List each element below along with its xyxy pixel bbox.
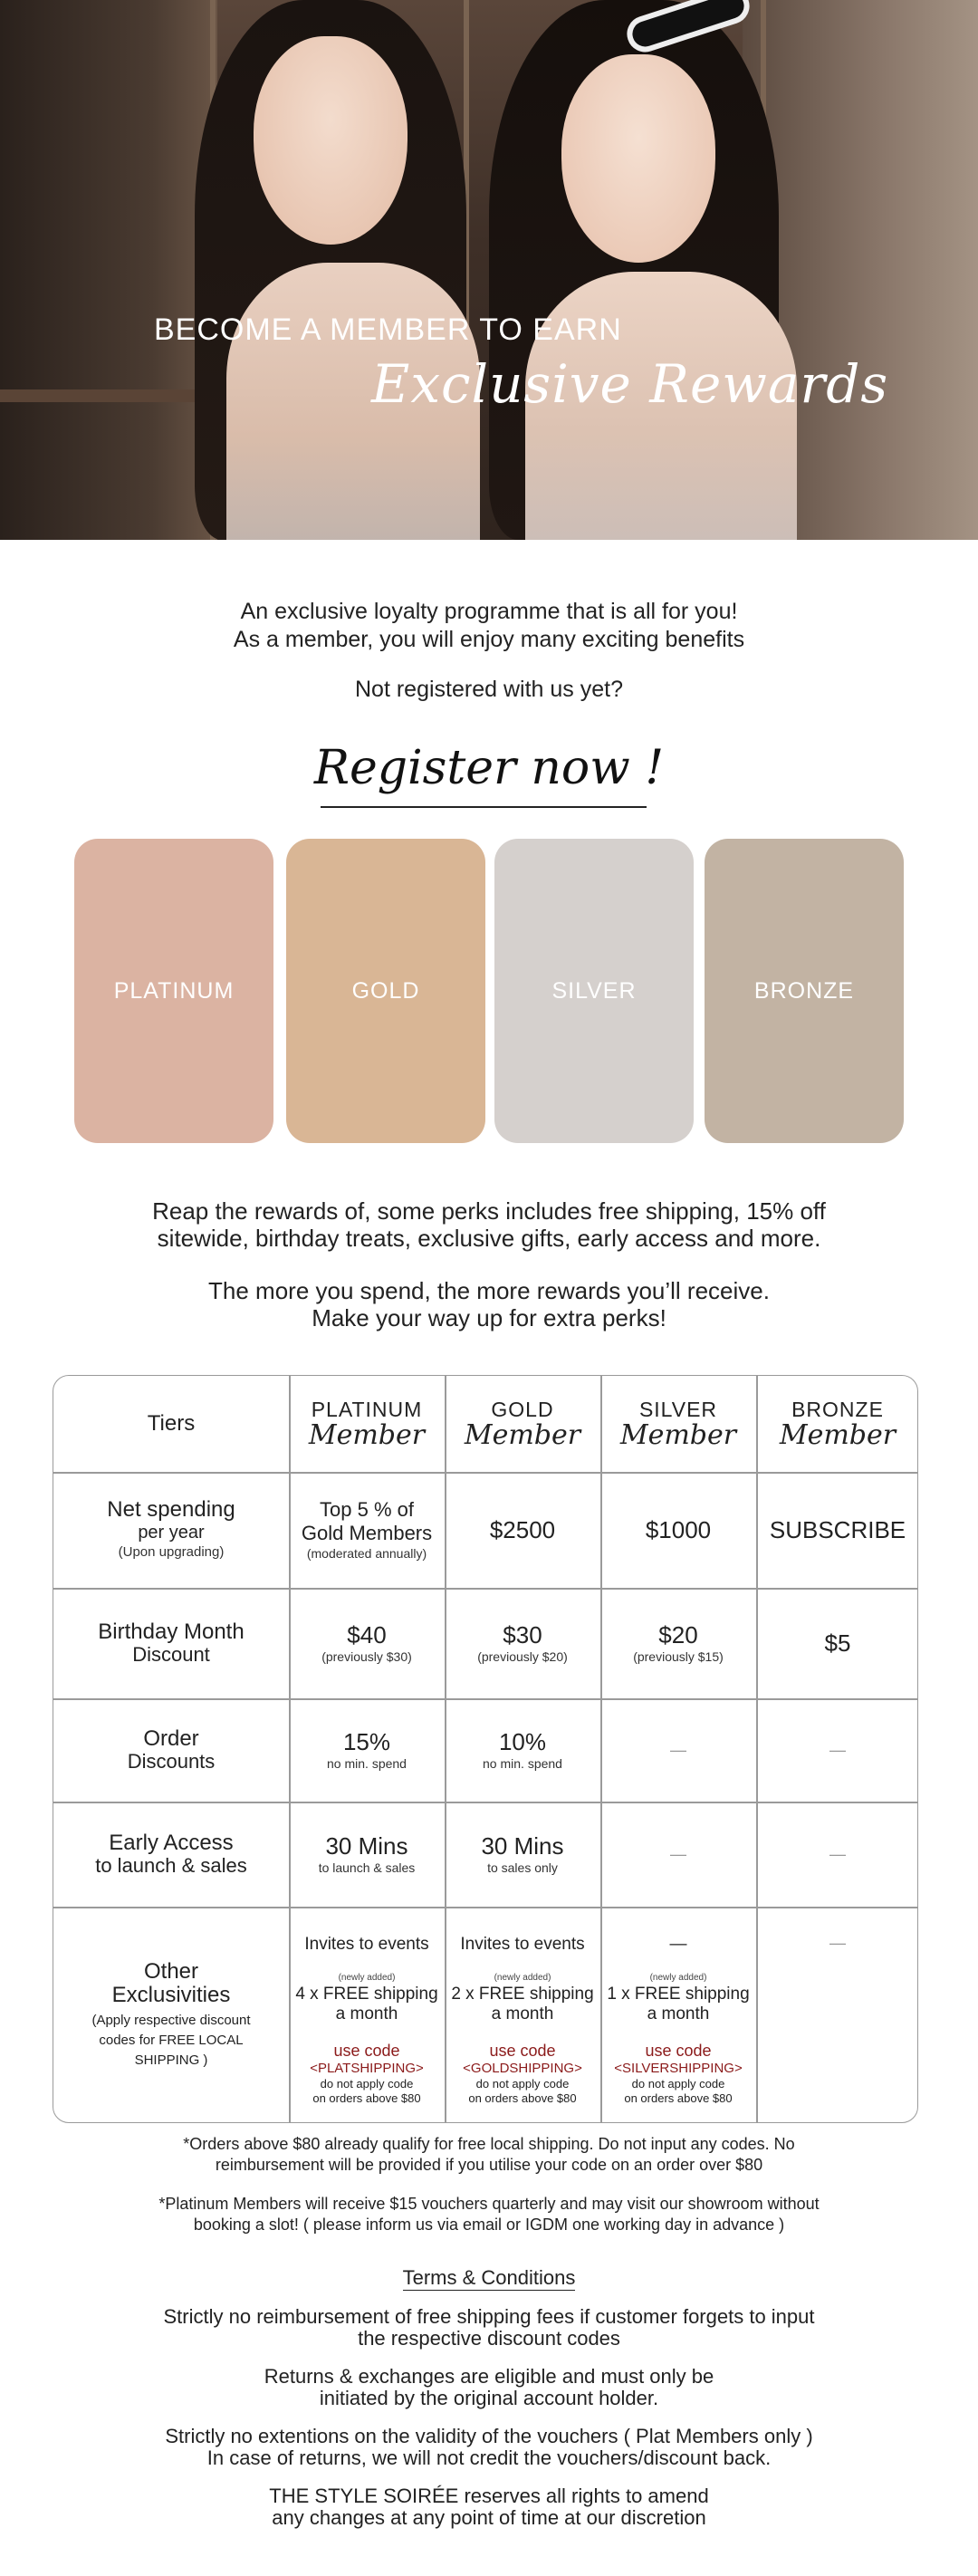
tier-card-silver[interactable] (494, 839, 694, 1143)
footnote-platinum (0, 2194, 978, 2235)
term-line: Strictly no extentions on the validity of the vouchers ( Plat Members only ) (165, 2425, 813, 2447)
cell-note: (newly added) (649, 1973, 707, 1983)
discount-code-label: use code (333, 2042, 400, 2060)
cell-value: 2 x FREE shipping (451, 1985, 594, 2004)
tiers-label: Tiers (147, 1411, 196, 1436)
row-label-early-access (53, 1802, 289, 1907)
row-label-other-exclusivities (53, 1907, 289, 2123)
early-silver (600, 1802, 756, 1907)
member-script: Member (464, 1419, 581, 1451)
cell-note: (moderated annually) (306, 1546, 427, 1561)
cell-note: (previously $20) (477, 1649, 568, 1664)
cell-note: no min. spend (483, 1756, 562, 1771)
term-line: In case of returns, we will not credit the vouchers/discount back. (206, 2446, 772, 2469)
tier-card-label: PLATINUM (113, 977, 235, 1004)
tier-name: BRONZE (791, 1398, 884, 1421)
early-bronze (756, 1802, 918, 1907)
order-platinum (289, 1698, 445, 1802)
cell-note: (newly added) (494, 1973, 551, 1983)
early-gold (445, 1802, 600, 1907)
tier-card-label: GOLD (351, 977, 420, 1004)
membership-tiers-table (53, 1375, 918, 2123)
net-spending-silver (600, 1472, 756, 1588)
term-item (0, 2426, 978, 2469)
row-label-net-spending (53, 1472, 289, 1588)
empty-dash: — (669, 1935, 687, 1954)
order-gold (445, 1698, 600, 1802)
hero-banner (0, 0, 978, 540)
cell-value: $30 (503, 1621, 542, 1648)
rewards-line: Make your way up for extra perks! (312, 1304, 666, 1331)
rewards-line: sitewide, birthday treats, exclusive gifts, early access and more. (157, 1225, 821, 1252)
discount-code-label: use code (489, 2042, 556, 2060)
member-script: Member (619, 1419, 737, 1451)
cell-note: (previously $15) (633, 1649, 724, 1664)
cell-value: $5 (824, 1629, 851, 1657)
rewards-description (0, 1197, 978, 1331)
register-now-label: Register now ! (313, 741, 665, 795)
cell-note: do not apply code (475, 2077, 570, 2091)
cell-value: 1 x FREE shipping (607, 1985, 750, 2004)
row-label-birthday (53, 1588, 289, 1698)
row-label-sub: Discount (132, 1643, 210, 1666)
tier-card-gold[interactable] (286, 839, 485, 1143)
term-line: the respective discount codes (358, 2327, 620, 2350)
cell-value: 4 x FREE shipping (295, 1985, 438, 2004)
cell-note: on orders above $80 (624, 2091, 733, 2105)
footnote-line: *Orders above $80 already qualify for free local shipping. Do not input any codes. No (183, 2135, 795, 2153)
terms-title: Terms & Conditions (402, 2266, 576, 2289)
row-label-sub: to launch & sales (95, 1854, 247, 1877)
model-left-face (254, 36, 408, 245)
table-header-platinum (289, 1376, 445, 1472)
birthday-silver (600, 1588, 756, 1698)
table-header-gold (445, 1376, 600, 1472)
other-silver (600, 1907, 756, 2123)
member-script: Member (308, 1419, 426, 1451)
empty-dash: — (670, 1844, 686, 1863)
row-label-note: (Upon upgrading) (118, 1544, 225, 1560)
cell-value: 30 Mins (481, 1832, 564, 1860)
birthday-gold (445, 1588, 600, 1698)
net-spending-bronze (756, 1472, 918, 1588)
cell-note: do not apply code (631, 2077, 725, 2091)
hero-mirror-bg (0, 0, 217, 540)
empty-dash: — (829, 1934, 846, 1952)
row-label-sub: Discounts (127, 1750, 216, 1773)
cell-value: Invites to events (304, 1935, 429, 1954)
hero-title: BECOME A MEMBER TO EARN (154, 312, 622, 347)
order-bronze (756, 1698, 918, 1802)
term-item (0, 2485, 978, 2529)
row-label-note: codes for FREE LOCAL (99, 2033, 244, 2048)
register-underline (321, 806, 647, 808)
cell-value: a month (335, 2004, 398, 2023)
table-header-silver (600, 1376, 756, 1472)
footnote-line: reimbursement will be provided if you utilise your code on an order over $80 (215, 2156, 763, 2174)
cell-value: $2500 (489, 1516, 556, 1543)
empty-dash: — (829, 1844, 846, 1863)
intro-line: An exclusive loyalty programme that is all for you! (240, 599, 738, 624)
row-label-main: Birthday Month (98, 1620, 244, 1644)
cell-note: to launch & sales (318, 1860, 416, 1875)
row-label-note: (Apply respective discount (91, 2013, 251, 2028)
cell-value: a month (491, 2004, 554, 2023)
cell-value: Invites to events (460, 1935, 585, 1954)
term-line: initiated by the original account holder. (319, 2387, 659, 2409)
cell-note: (newly added) (338, 1973, 396, 1983)
row-label-note: SHIPPING ) (134, 2052, 208, 2068)
register-now-link[interactable] (308, 741, 670, 813)
term-line: Strictly no reimbursement of free shipping fees if customer forgets to input (163, 2305, 815, 2328)
tier-name: GOLD (491, 1398, 554, 1421)
tier-card-bronze[interactable] (705, 839, 904, 1143)
other-bronze (756, 1907, 918, 2123)
tier-card-platinum[interactable] (74, 839, 273, 1143)
intro-text (0, 598, 978, 704)
row-label-main: Order (143, 1726, 199, 1751)
row-label-sub: Exclusivities (111, 1983, 231, 2007)
empty-dash: — (670, 1740, 686, 1759)
term-line: THE STYLE SOIRÉE reserves all rights to amend (269, 2485, 709, 2507)
cell-value: SUBSCRIBE (769, 1516, 906, 1543)
early-platinum (289, 1802, 445, 1907)
tier-name: PLATINUM (311, 1398, 423, 1421)
discount-code: <PLATSHIPPING> (310, 2061, 424, 2076)
cell-note: (previously $30) (321, 1649, 412, 1664)
term-line: any changes at any point of time at our discretion (272, 2506, 706, 2529)
row-label-main: Early Access (109, 1831, 234, 1855)
other-gold (445, 1907, 600, 2123)
birthday-bronze (756, 1588, 918, 1698)
discount-code-label: use code (645, 2042, 712, 2060)
terms-conditions-heading (0, 2266, 978, 2290)
cell-value: 10% (498, 1728, 547, 1755)
cell-note: on orders above $80 (468, 2091, 577, 2105)
term-line: Returns & exchanges are eligible and must only be (264, 2365, 714, 2388)
cell-note: to sales only (487, 1860, 558, 1875)
order-silver (600, 1698, 756, 1802)
cell-note: on orders above $80 (312, 2091, 421, 2105)
table-header-bronze (756, 1376, 918, 1472)
hero-script-title: Exclusive Rewards (371, 353, 889, 415)
cell-value: 30 Mins (325, 1832, 408, 1860)
empty-dash: — (829, 1740, 846, 1759)
footnote-shipping (0, 2134, 978, 2176)
cell-value: Gold Members (301, 1522, 433, 1544)
term-item (0, 2306, 978, 2350)
table-header-tiers (53, 1376, 289, 1472)
row-label-main: Other (143, 1959, 199, 1984)
discount-code: <GOLDSHIPPING> (463, 2061, 582, 2076)
discount-code: <SILVERSHIPPING> (614, 2061, 743, 2076)
tier-card-label: SILVER (551, 977, 637, 1004)
tier-card-label: BRONZE (753, 977, 855, 1004)
rewards-line: The more you spend, the more rewards you’ll receive. (208, 1277, 770, 1304)
model-right-face (561, 54, 715, 263)
member-script: Member (779, 1419, 896, 1451)
row-label-sub: per year (138, 1523, 205, 1543)
cell-value: 15% (342, 1728, 391, 1755)
term-item (0, 2366, 978, 2409)
cell-value: $40 (347, 1621, 387, 1648)
net-spending-platinum (289, 1472, 445, 1588)
cell-value: Top 5 % of (320, 1498, 414, 1521)
cell-value: a month (647, 2004, 710, 2023)
other-platinum (289, 1907, 445, 2123)
intro-question: Not registered with us yet? (355, 677, 623, 702)
tier-name: SILVER (638, 1398, 718, 1421)
cell-note: no min. spend (327, 1756, 407, 1771)
footnote-line: booking a slot! ( please inform us via email or IGDM one working day in advance ) (193, 2216, 785, 2234)
footnote-line: *Platinum Members will receive $15 vouchers quarterly and may visit our showroom without (158, 2195, 820, 2213)
net-spending-gold (445, 1472, 600, 1588)
cell-value: $20 (658, 1621, 698, 1648)
row-label-main: Net spending (107, 1497, 235, 1522)
birthday-platinum (289, 1588, 445, 1698)
cell-note: do not apply code (320, 2077, 414, 2091)
cell-value: $1000 (645, 1516, 712, 1543)
rewards-line: Reap the rewards of, some perks includes free shipping, 15% off (152, 1197, 826, 1225)
row-label-order-discounts (53, 1698, 289, 1802)
intro-line: As a member, you will enjoy many exciting benefits (233, 627, 745, 652)
